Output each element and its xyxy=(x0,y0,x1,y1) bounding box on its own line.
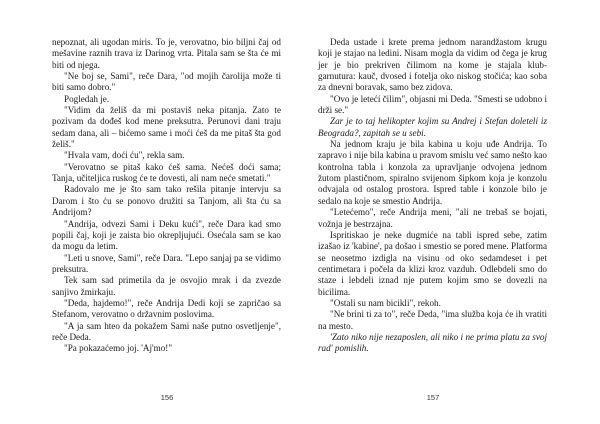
paragraph: "Hvala vam, doći ću", rekla sam. xyxy=(64,150,185,161)
paragraph: Tek sam sad primetila da je osvojio mrak i da zvezde sanjivo žmirkaju. xyxy=(52,275,281,297)
paragraph: Radovalo me je što sam tako rešila pitanje intervju sa Darom i što ću se ponovo družiti sa Tanjom, ali šta ću sa Andrijom? xyxy=(52,184,281,218)
left-page-body xyxy=(52,37,281,355)
paragraph: Ispritiskao je neke dugmiće na tabli ispred sebe, zatim izašao iz 'kabine', pa došao i smestio se pored mene. Platforma se neosetmo izdigla na visinu od oko sedamdeset i pet centimetara i počela da klizi kroz vazduh. Odlebdeli smo do staze i lebdeli iznad nje putem kojim smo se dovezli na bicilima. xyxy=(318,229,547,297)
paragraph: "Pa pokazaćemo joj. 'Aj'mo!" xyxy=(64,343,173,354)
paragraph: Pogledah je. xyxy=(64,93,110,104)
right-page-number: 157 xyxy=(426,393,440,402)
paragraph: Deda ustade i krete prema jednom narandžastom krugu koji je stajao na ledini. Nisam mogla da vidim od čega je krug jer je bio prekriven čilimom na kome je stajala klub-garnutura: kauč, dvosed i fotelja oko niskog stočića; kao soba za dnevni boravak, samo bez zidova. xyxy=(318,37,547,93)
paragraph: "Vidim da želiš da mi postaviš neka pitanja. Zato te pozivam da dođeš kod mene preksutra. Perunovi dani traju sedam dana, ali – bićemo same i moći ćeš da me pitaš šta god želiš." xyxy=(52,105,281,150)
paragraph: "Leti u snove, Sami", reče Dara. "Lepo sanjaj pa se vidimo preksutra. xyxy=(52,252,281,274)
paragraph: "Ne brini ti za to", reče Deda, "ima služba koja će ih vratiti na mesto. xyxy=(318,309,547,331)
paragraph: "Verovatno se pitaš kako ćeš sama. Nećeš doći sama; Tanja, učiteljica ruskog će te dovesti, ali nam neće smetati." xyxy=(52,161,281,184)
paragraph: "Letećemo", reče Andrija meni, "ali ne trebaš se bojati, vožnja je bestrzajna. xyxy=(318,207,547,229)
paragraph: "Ovo je letećí čilim", objasni mi Deda. "Smesti se udobno i drži se." xyxy=(318,93,547,116)
paragraph: "A ja sam hteo da pokažem Sami naše putno osvetljenje", reče Deda. xyxy=(52,320,281,342)
right-page-body xyxy=(318,37,547,355)
paragraph-italic: 'Zato niko nije nezaposlen, ali niko i ne prima platu za svoj rad' pomislih. xyxy=(318,331,547,354)
paragraph: "Andrija, odvezi Sami i Deku kući", reče Dara kad smo popili čaj, koji je zaista bio okrepljujući. Osećala sam se kao da mogu da letim. xyxy=(52,218,281,252)
paragraph: Na jednom kraju je bila kabina u koju uđe Andrija. To zapravo i nije bila kabina u pravom smislu već samo nešto kao kontrolna tabla i konzola za upravljanje odvojena jednom žutom plastičnom, spiralno svijenom šipkom koja je konzolu odvajala od ostalog prostora. Ispred table i konzole bilo je sedalo na koje se smestio Andrija. xyxy=(318,139,547,206)
paragraph-italic: Zar je to taj helikopter kojim su Andrej i Stefan doleteli iz Beograda?, zapitah se u sebi. xyxy=(318,116,547,138)
paragraph: "Deda, hajdemo!", reče Andrija Dedi koji se zapričao sa Stefanom, verovatno o državnim poslovima. xyxy=(52,297,281,320)
paragraph: "Ne boj se, Sami", reče Dara, "od mojih čarolija može ti biti samo dobro." xyxy=(52,71,281,93)
page-gutter xyxy=(299,0,300,424)
left-page-number: 156 xyxy=(160,393,174,402)
paragraph: nepoznat, ali ugodan miris. To je, verovatno, bio biljni čaj od mešavine raznih trava iz Darinog vrta. Pitala sam se šta će mi biti od njega. xyxy=(52,37,281,70)
paragraph: "Ostali su nam bicikli", rekoh. xyxy=(330,297,441,308)
